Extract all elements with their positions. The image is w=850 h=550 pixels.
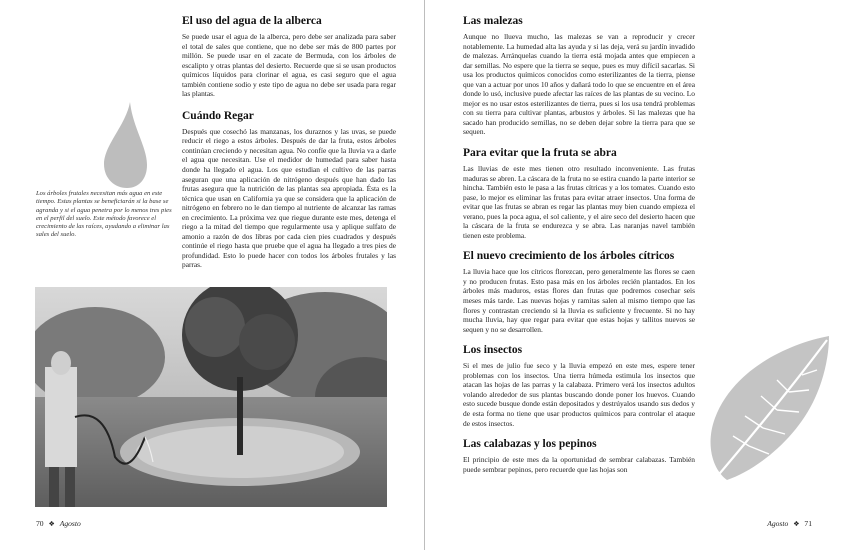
garden-photo: [35, 287, 387, 507]
section-title: Los insectos: [463, 344, 523, 357]
page-folio-right: [767, 519, 812, 528]
section-body: Aunque no llueva mucho, las malezas se van a reproducir y crecer notablemente. La humedad alta las ayuda y si las deja, verá su jardín invadido de malezas. Arránquelas cuando la tierra está mojada antes que empiecen a dar semillas. No espere que la tierra se seque, pues es muy difícil sacarlas. Si usa los productos químicos conocidos como esterilizantes de la tierra, piense que van a actuar por unos 10 años y dañará todo lo que se encuentre en el área donde lo usó, inclusive puede afectar las raíces de las plantas de su vecino. Lo mejor es no usar estos esterilizantes de tierra, pues si los usa tendrá problemas con su tierra para cultivar plantas, arbustos y árboles. Si las malezas que ha sacado han producido semillas, no se deben dejar sobre la tierra para que se sequen.: [463, 32, 695, 137]
section-title: El uso del agua de la alberca: [182, 15, 322, 27]
section-body: Las lluvias de este mes tienen otro resultado inconveniente. Las frutas maduras se abren. La cáscara de la fruta no se estira cuando la parte interior se hincha. También esto le pasa a las frutas cítricas y a los tomates. Cuando esto pase, lo mejor es eliminar las frutas para evitar atraer insectos. Una forma de evitar que las frutas se abran es regar las plantas muy bien cuando empieza el verano, pues la poca agua, el sol caliente, y el aire seco del desierto hacen que la cáscara de la fruta se endurezca y se abra. Las naranjas navel también tienen este problema.: [463, 164, 695, 240]
section-pool-water: [182, 14, 396, 99]
section-citrus-growth: [463, 249, 695, 334]
section-weeds: [463, 14, 695, 137]
photo-caption: Los árboles frutales necesitan más agua en este tiempo. Estas plantas se beneficiarán si la base se agranda y si el agua penetra por lo menos tres pies en el perfil del suelo. Este método favorece el crecimiento de las raíces, ayudando a eliminar las sales del suelo.: [36, 190, 172, 239]
section-body: Si el mes de julio fue seco y la lluvia empezó en este mes, espere tener problemas con los insectos. Una tierra húmeda estimula los insectos que atacan las hojas de las parras y la calabaza. Primero verá los insectos adultos volando alrededor de sus plantas buscando donde poner los huevos. Cuando esto sucede busque donde están depositados y destrúyalos usando sus dedos y de esta forma no tiene que usar productos químicos para controlar el ataque de estos insectos.: [463, 361, 695, 428]
section-body: El principio de este mes da la oportunidad de sembrar calabazas. También puede sembrar pepinos, pero recuerde que las hojas son: [463, 455, 695, 474]
section-insects: [463, 343, 695, 428]
section-title: Las malezas: [463, 15, 523, 27]
water-drop-icon: [100, 100, 150, 190]
running-head: Agosto: [767, 519, 789, 528]
section-title: Para evitar que la fruta se abra: [463, 147, 617, 160]
right-page: [425, 0, 850, 550]
section-title: Cuándo Regar: [182, 109, 254, 122]
page-folio-left: [36, 519, 81, 528]
running-head: Agosto: [59, 519, 81, 528]
section-body: La lluvia hace que los cítricos florezcan, pero generalmente las flores se caen y no producen frutas. Esto pasa más en los árboles recién plantados. En los árboles más maduros, estas flores dan frutas que podremos cosechar seis meses más tarde. Las nuevas hojas y ramitas salen al mismo tiempo que las flores y contrastan creciendo si la lluvia es suficiente y frecuente. Si no hay mucha lluvia, hay que regar para evitar que estas hojas y tallitos nuevos se sequen y no se desarrollen.: [463, 267, 695, 334]
section-when-to-water: [182, 109, 396, 270]
ornament-icon: ❖: [793, 520, 800, 528]
section-fruit-splitting: [463, 146, 695, 240]
ornament-icon: ❖: [48, 520, 55, 528]
section-title: El nuevo crecimiento de los árboles cítricos: [463, 250, 675, 263]
section-squash-cucumbers: [463, 437, 695, 474]
page-number: 71: [804, 519, 812, 528]
leaf-icon: [697, 330, 837, 490]
section-title: Las calabazas y los pepinos: [463, 438, 597, 451]
right-column: [463, 14, 695, 483]
section-body: Después que cosechó las manzanas, los duraznos y las uvas, se puede reducir el riego a estos árboles. Después de dar la fruta, estos árboles continúan creciendo y necesitan agua. No confíe que la lluvia va a darle el agua que necesitan. Use el medidor de humedad para saber hasta donde ha llegado el agua. Los que estudian el cultivo de las parras aseguran que una aplicación de nitrógeno después que han dado las frutas asegura que la nutrición de las plantas sea apropiada. Ésta es la técnica que usan en California ya que se considera que la aplicación de nitrógeno en febrero no le dan tiempo al nutriente de alcanzar las ramas en crecimiento. La próxima vez que riegue durante este mes, detenga el riego a la mitad del tiempo que regularmente usa y aplique sulfato de amonio a razón de dos libras por cada cien pies cuadrados y después continúe el riego hasta que pruebe que el agua ha llegado a tres pies de profundidad. Esto lo puede hacer con todos los árboles frutales y las parras.: [182, 126, 396, 270]
left-column: [182, 14, 396, 280]
page-number: 70: [36, 519, 44, 528]
section-body: Se puede usar el agua de la alberca, pero debe ser analizada para saber el total de sales que contiene, que no debe ser más de 800 partes por millón. Se puede usar en el zacate de Bermuda, con los árboles de escalipto y otras plantas del desierto. Recuerde que si se usan productos químicos líquidos para clorinar el agua, es casi seguro que el agua también contiene sodio y este tipo de agua no debe ser usada para regar las plantas.: [182, 32, 396, 99]
